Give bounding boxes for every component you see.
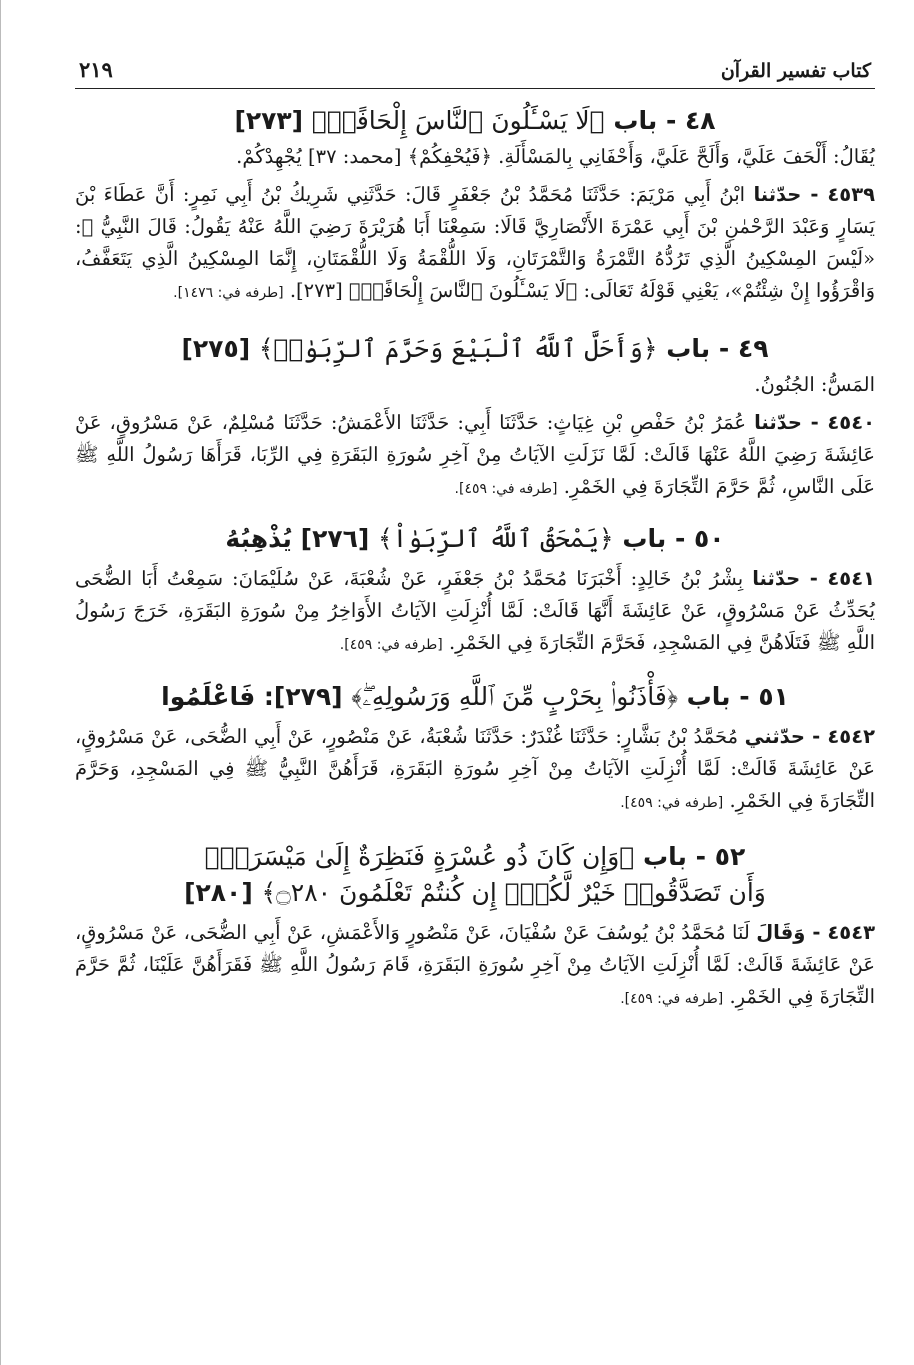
hadith-number: ٤٥٣٩ - حدّثنا: [753, 183, 875, 206]
hadith-4542: [75, 721, 875, 819]
chapter-verse: ﴿وَإِن كَانَ ذُو عُسْرَةٍ فَنَظِرَةٌ إِلَىٰ مَيْسَرَةٍۚ: [204, 842, 635, 871]
chapter-heading: [75, 679, 875, 715]
chapter-number: ٥٠ - باب: [622, 524, 725, 553]
chapter-verse-ref: [٢٧٦] يُذْهِبُهُ: [225, 524, 370, 553]
hadith-4543: [75, 917, 875, 1015]
hadith-text: بِشْرُ بْنُ خَالِدٍ: أَخْبَرَنَا مُحَمَّدُ بْنُ جَعْفَرٍ، عَنْ شُعْبَةَ، عَنْ سُلَيْمَانَ: سَمِعْتُ أَبَا الضُّحَى يُحَدِّثُ عَنْ مَسْرُوقٍ، عَنْ عَائِشَةَ أَنَّهَا قَالَتْ: لَمَّا أُنْزِلَتِ الآيَاتُ الأَوَاخِرُ مِنْ سُورَةِ البَقَرَةِ، خَرَجَ رَسُولُ اللَّهِ ﷺ فَتَلَاهُنَّ فِي المَسْجِدِ، فَحَرَّمَ التِّجَارَةَ فِي الخَمْرِ.: [75, 567, 875, 654]
chapter-number: ٤٨ - باب: [613, 106, 716, 135]
chapter-51: [75, 679, 875, 819]
hadith-cross-reference: [طرفه في: ٤٥٩].: [339, 637, 443, 653]
chapter-verse-ref: [٢٨٠]: [184, 878, 253, 907]
chapter-52: [75, 839, 875, 1015]
hadith-cross-reference: [طرفه في: ٤٥٩].: [620, 991, 724, 1007]
hadith-text: مُحَمَّدُ بْنُ بَشَّارٍ: حَدَّثَنَا غُنْدَرٌ: حَدَّثَنَا شُعْبَةُ، عَنْ مَنْصُورٍ، عَنْ أَبِي الضُّحَى، عَنْ مَسْرُوقٍ، عَنْ عَائِشَةَ قَالَتْ: لَمَّا أُنْزِلَتِ الآيَاتُ مِنْ آخِرِ سُورَةِ البَقَرَةِ، قَرَأَهُنَّ النَّبِيُّ ﷺ فِي المَسْجِدِ، وَحَرَّمَ التِّجَارَةَ فِي الخَمْرِ.: [75, 725, 875, 812]
hadith-number: ٤٥٤٢ - حدّثني: [744, 725, 875, 748]
hadith-4540: [75, 407, 875, 505]
chapter-49: [75, 331, 875, 505]
hadith-cross-reference: [طرفه في: ١٤٧٦].: [173, 285, 284, 301]
chapter-number: ٥٢ - باب: [643, 842, 746, 871]
hadith-number: ٤٥٤٠ - حدّثنا: [754, 411, 876, 434]
chapter-verse: ﴿لَا يَسْـَٔلُونَ ٱلنَّاسَ إِلْحَافًاۗ﴾: [311, 106, 605, 135]
chapter-verse: ﴿وَأَحَلَّ ٱللَّهُ ٱلْبَيْعَ وَحَرَّمَ ٱلرِّبَوٰاۚ﴾: [258, 334, 658, 363]
chapter-number: ٥١ - باب: [686, 682, 789, 711]
hadith-number: ٤٥٤١ - حدّثنا: [752, 567, 875, 590]
chapter-heading: [75, 521, 875, 557]
running-header: [75, 52, 875, 89]
book-page: [75, 52, 875, 1015]
scan-margin-line: [0, 0, 1, 1365]
book-title: كتاب تفسير القرآن: [720, 60, 871, 82]
chapter-verse-continued: وَأَن تَصَدَّقُوا۟ خَيْرٌ لَّكُمْۖ إِن كُنتُمْ تَعْلَمُونَ ۝٢٨٠﴾: [261, 878, 766, 907]
chapter-verse: ﴿فَأْذَنُوا۟ بِحَرْبٍ مِّنَ ٱللَّهِ وَرَسُولِهِۦۖ﴾: [351, 682, 678, 711]
chapter-verse: ﴿يَمْحَقُ ٱللَّهُ ٱلرِّبَوٰاْ﴾: [378, 524, 614, 553]
hadith-text: لَنَا مُحَمَّدُ بْنُ يُوسُفَ عَنْ سُفْيَانَ، عَنْ مَنْصُورٍ وَالأَعْمَشِ، عَنْ أَبِي الضُّحَى، عَنْ مَسْرُوقٍ، عَنْ عَائِشَةَ قَالَتْ: لَمَّا أُنْزِلَتِ الآيَاتُ مِنْ آخِرِ سُورَةِ البَقَرَةِ، قَامَ رَسُولُ اللَّهِ ﷺ فَقَرَأَهُنَّ عَلَيْنَا، ثُمَّ حَرَّمَ التِّجَارَةَ فِي الخَمْرِ.: [75, 921, 875, 1008]
page-number: ٢١٩: [79, 57, 113, 82]
hadith-cross-reference: [طرفه في: ٤٥٩].: [454, 481, 558, 497]
chapter-heading-line-1: [75, 839, 875, 875]
chapter-heading: [75, 839, 875, 911]
chapter-verse-ref: [٢٧٥]: [181, 334, 251, 363]
hadith-4541: [75, 563, 875, 661]
chapter-heading: [75, 103, 875, 139]
chapter-commentary: يُقَالُ: أَلْحَفَ عَلَيَّ، وَأَلَحَّ عَلَيَّ، وَأَحْفَانِي بِالمَسْأَلَةِ. ﴿فَيُحْفِكُمْ﴾ [محمد: ٣٧] يُجْهِدْكُمْ.: [236, 145, 875, 168]
chapter-verse-ref: [٢٧٣]: [234, 106, 304, 135]
chapter-heading: [75, 331, 875, 367]
page-content: [75, 89, 875, 1015]
hadith-text: ابْنُ أَبِي مَرْيَمَ: حَدَّثَنَا مُحَمَّدُ بْنُ جَعْفَرٍ قَالَ: حَدَّثَنِي شَرِيكُ بْنُ أَبِي نَمِرٍ: أَنَّ عَطَاءَ بْنَ يَسَارٍ وَعَبْدَ الرَّحْمٰنِ بْنَ أَبِي عَمْرَةَ الأَنْصَارِيَّ قَالَا: سَمِعْنَا أَبَا هُرَيْرَةَ رَضِيَ اللَّهُ عَنْهُ يَقُولُ: قَالَ النَّبِيُّ ﷺ: «لَيْسَ المِسْكِينُ الَّذِي تَرُدُّهُ التَّمْرَةُ وَالتَّمْرَتَانِ، وَلَا اللُّقْمَةُ وَلَا اللُّقْمَتَانِ، إِنَّمَا المِسْكِينُ الَّذِي يَتَعَفَّفُ، وَاقْرَؤُوا إِنْ شِئْتُمْ»، يَعْنِي قَوْلَهُ تَعَالَى: ﴿لَا يَسْـَٔلُونَ ٱلنَّاسَ إِلْحَافًاۗ﴾ [٢٧٣].: [75, 183, 875, 302]
hadith-cross-reference: [طرفه في: ٤٥٩].: [620, 795, 724, 811]
chapter-verse-ref: [٢٧٩]: فَاعْلَمُوا: [161, 682, 343, 711]
chapter-commentary: المَسُّ: الجُنُونُ.: [754, 373, 875, 396]
chapter-heading-line-2: [75, 875, 875, 911]
chapter-50: [75, 521, 875, 661]
chapter-number: ٤٩ - باب: [666, 334, 769, 363]
hadith-4539: [75, 179, 875, 309]
hadith-number: ٤٥٤٣ - وَقَالَ: [756, 921, 875, 944]
chapter-48: [75, 103, 875, 309]
hadith-text: عُمَرُ بْنُ حَفْصِ بْنِ غِيَاثٍ: حَدَّثَنَا أَبِي: حَدَّثَنَا الأَعْمَشُ: حَدَّثَنَا مُسْلِمٌ، عَنْ مَسْرُوقٍ، عَنْ عَائِشَةَ رَضِيَ اللَّهُ عَنْهَا قَالَتْ: لَمَّا نَزَلَتِ الآيَاتُ مِنْ آخِرِ سُورَةِ البَقَرَةِ فِي الرِّبَا، قَرَأَهَا رَسُولُ اللَّهِ ﷺ عَلَى النَّاسِ، ثُمَّ حَرَّمَ التِّجَارَةَ فِي الخَمْرِ.: [75, 411, 875, 498]
